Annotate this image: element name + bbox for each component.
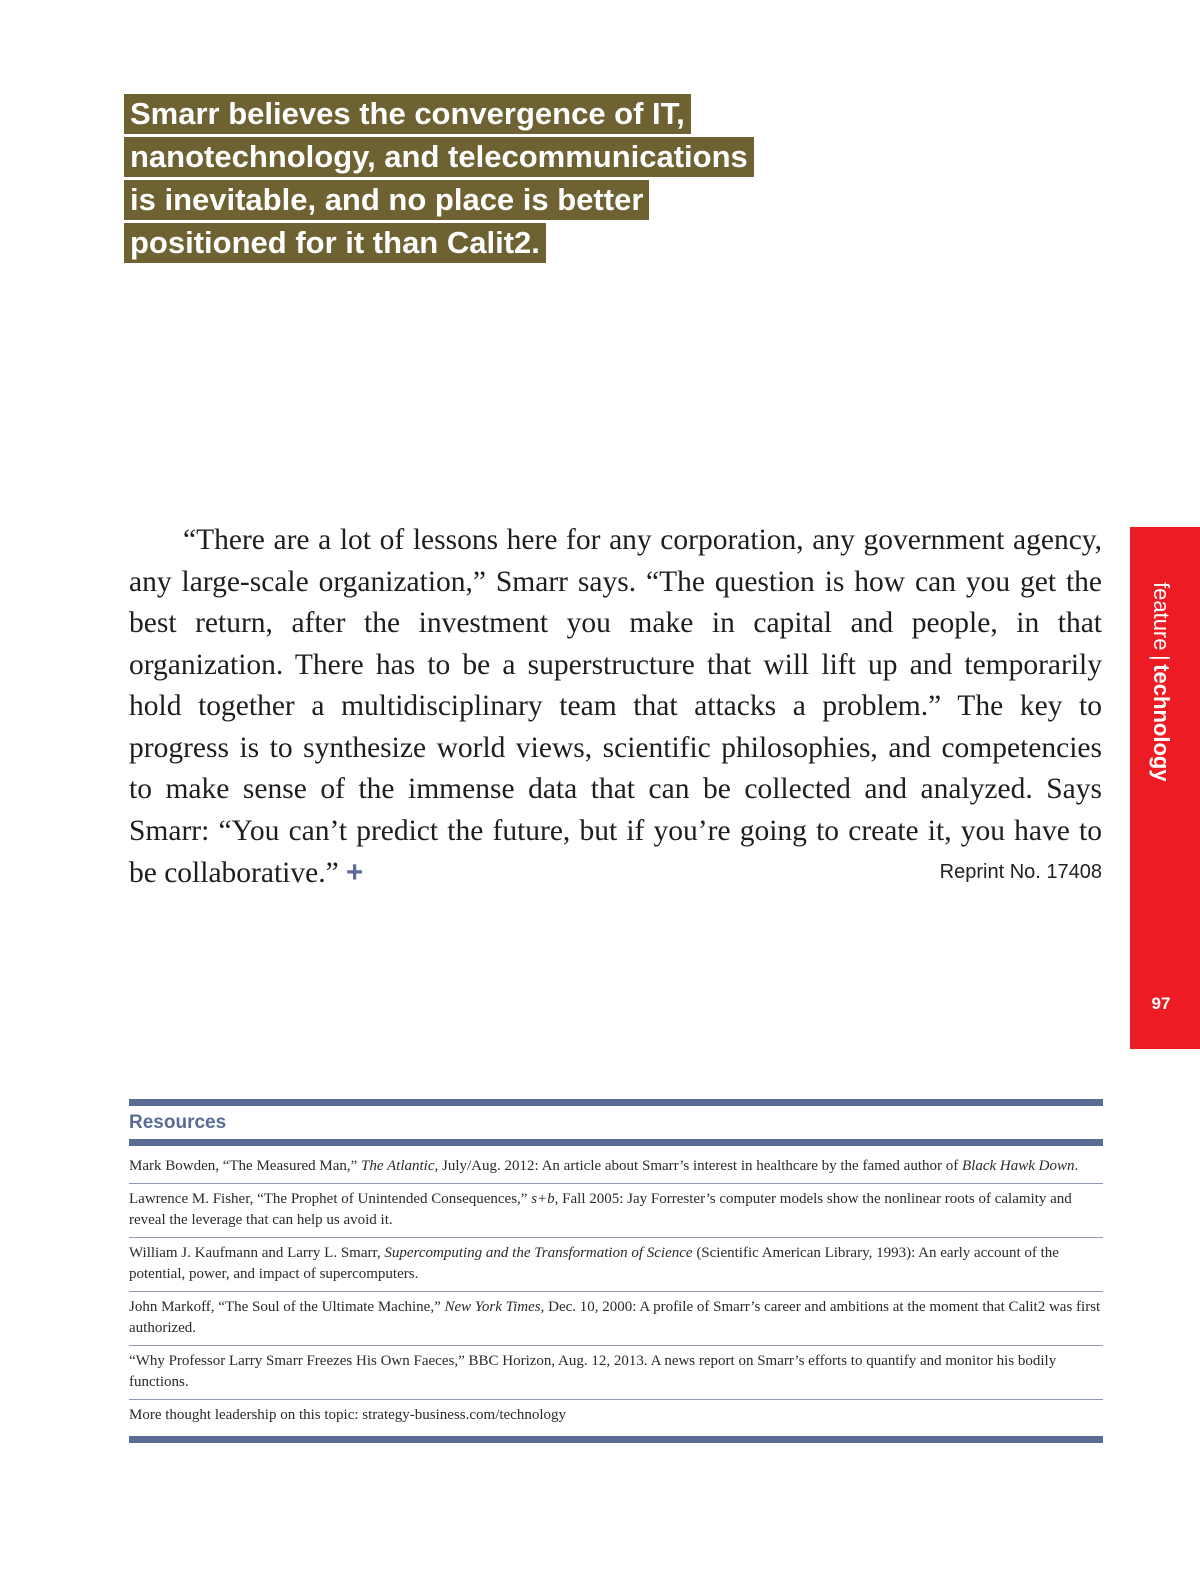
end-mark-icon: + [346,856,364,889]
pull-quote-line: is inevitable, and no place is better [124,180,649,220]
resource-publication: s+b [531,1191,555,1207]
section-separator: | [1149,654,1174,661]
resource-text: , Dec. 10, 2000: A profile of Smarr’s career and ambitions at the moment that Calit2 was first authorized. [129,1299,1101,1336]
resource-item [129,1292,1103,1346]
resource-item [129,1346,1103,1400]
resource-publication: The Atlantic [361,1158,435,1174]
resource-text: (Scientific American Library, 1993): An early account of the potential, power, and impact of supercomputers. [129,1245,1059,1282]
resource-more-link[interactable]: More thought leadership on this topic: strategy-business.com/technology [129,1407,567,1423]
resource-text: William J. Kaufmann and Larry L. Smarr, [129,1245,385,1261]
resources-title: Resources [129,1112,227,1133]
pull-quote-line: nanotechnology, and telecommunications [124,137,754,177]
section-name: feature [1149,582,1174,651]
section-label [1148,582,1174,782]
reprint-number: Reprint No. 17408 [939,861,1102,883]
section-tab [1130,527,1200,1049]
pull-quote-line: positioned for it than Calit2. [124,223,546,263]
resources-list [129,1146,1103,1432]
resources-box [129,1099,1103,1443]
section-topic: technology [1149,664,1174,782]
pull-quote-line: Smarr believes the convergence of IT, [124,94,691,134]
resource-text: John Markoff, “The Soul of the Ultimate Machine,” [129,1299,445,1315]
resources-title-rule [129,1139,1103,1146]
resource-text: , Fall 2005: Jay Forrester’s computer models show the nonlinear roots of calamity and reveal the leverage that can help us avoid it. [129,1191,1072,1228]
resource-text: Lawrence M. Fisher, “The Prophet of Unintended Consequences,” [129,1191,532,1207]
resource-item [129,1184,1103,1238]
resource-text: , July/Aug. 2012: An article about Smarr’s interest in healthcare by the famed author of [434,1158,962,1174]
resource-item [129,1238,1103,1292]
article-paragraph [129,520,1102,895]
resource-text: . [1074,1158,1079,1174]
resources-top-rule [129,1099,1103,1106]
resource-text: Mark Bowden, “The Measured Man,” [129,1158,362,1174]
page-number: 97 [1151,994,1171,1013]
resource-publication: New York Times [444,1299,541,1315]
resource-text: “Why Professor Larry Smarr Freezes His Own Faeces,” BBC Horizon, Aug. 12, 2013. A news report on Smarr’s efforts to quantify and monitor his bodily functions. [129,1353,1057,1390]
resource-publication: Supercomputing and the Transformation of Science [384,1245,693,1261]
resources-bottom-rule [129,1436,1103,1443]
pull-quote [124,92,824,264]
paragraph-text: “There are a lot of lessons here for any corporation, any government agency, any large-scale organization,” Smarr says. “The question is how can you get the best return, after the investment you make in capital and people, in that organization. There has to be a superstructure that will lift up and temporarily hold together a multidisciplinary team that attacks a problem.” The key to progress is to synthesize world views, scientific philosophies, and competencies to make sense of the immense data that can be collected and analyzed. Says Smarr: “You can’t predict the future, but if you’re going to create it, you have to be collaborative.” [129,524,1102,889]
resource-item [129,1156,1103,1184]
resource-publication: Black Hawk Down [962,1158,1075,1174]
